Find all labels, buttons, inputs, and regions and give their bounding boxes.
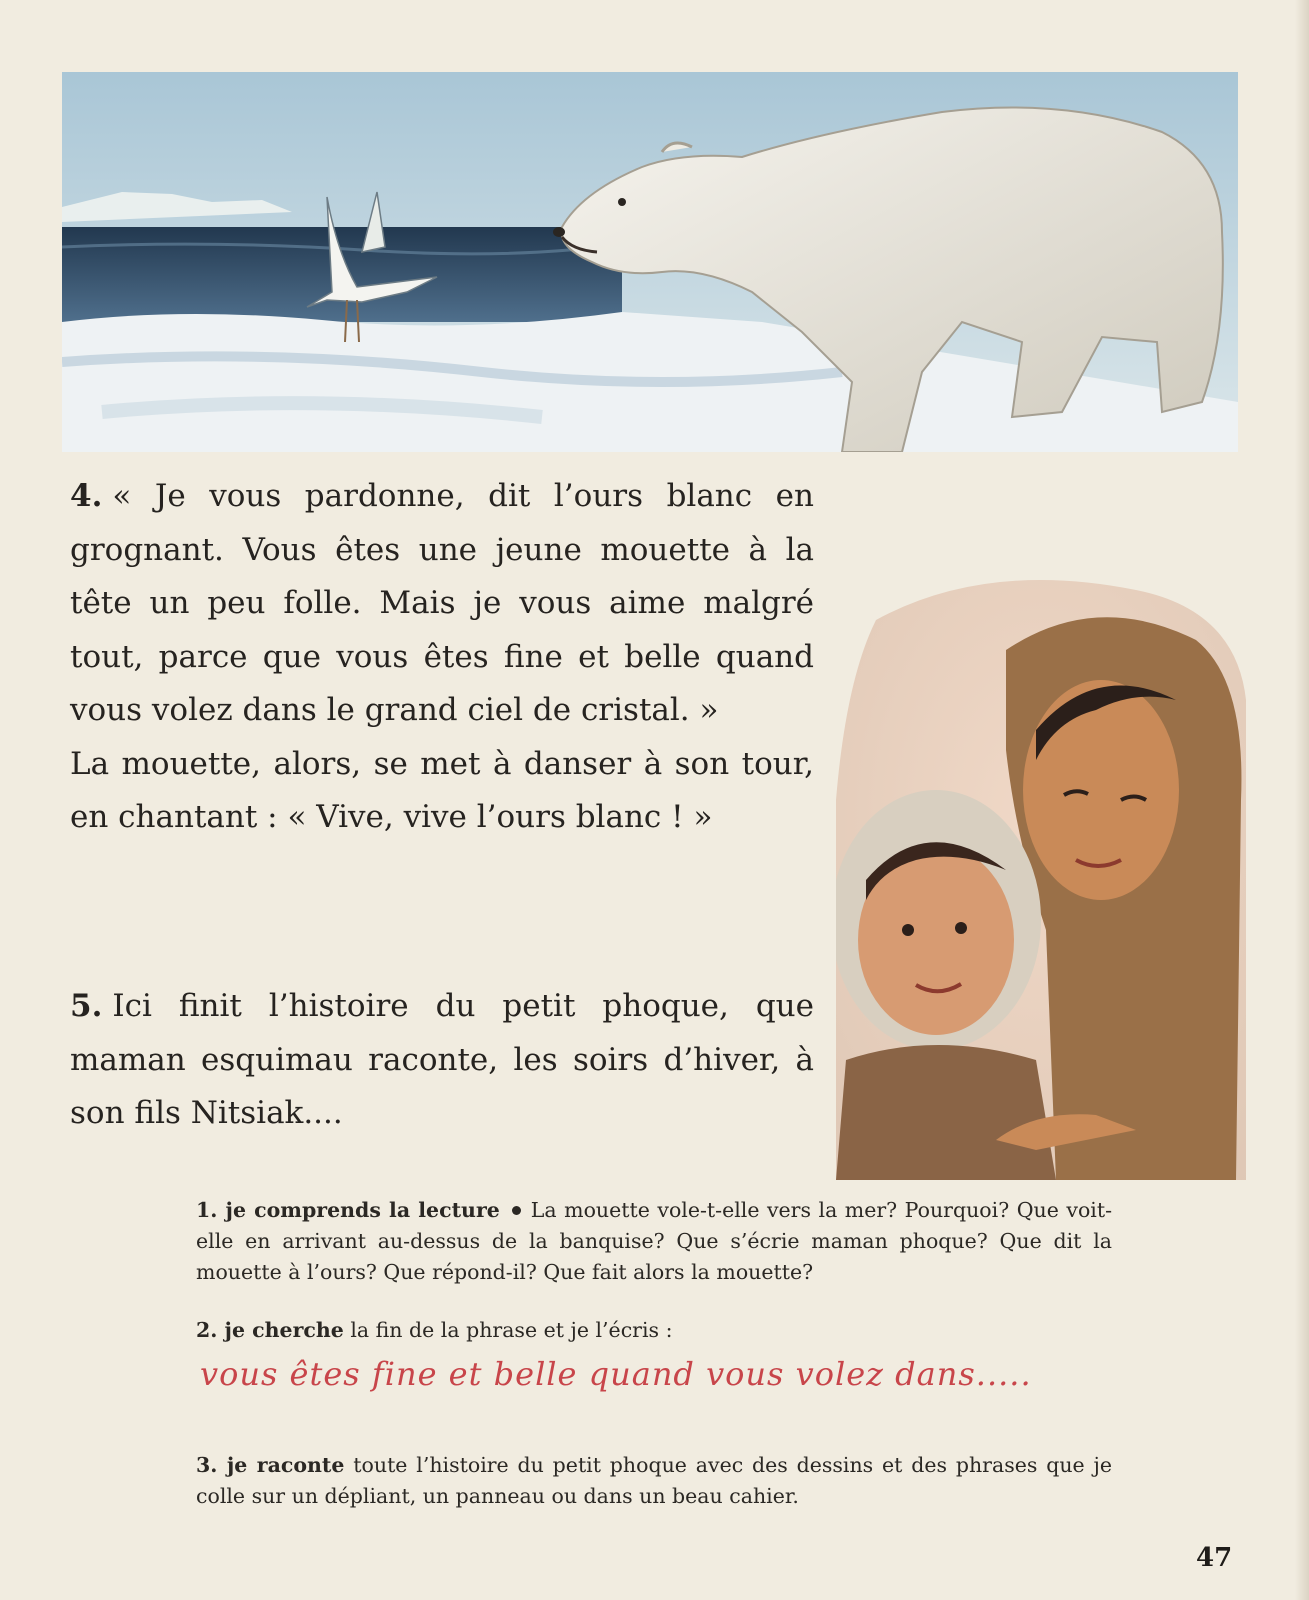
exercise-1-text: La mouette vole-t-elle vers la mer? Pourquoi? Que voit-elle en arrivant au-dessus de la banquise? Que s’écrie maman phoque? Que dit la mouette à l’ours? Que répond-il? Que fait alors la mouette? bbox=[196, 1198, 1113, 1284]
page-number: 47 bbox=[1196, 1543, 1233, 1573]
paragraph-4-text-2: La mouette, alors, se met à danser à son tour, en chantant : « Vive, vive l’ours blanc ! » bbox=[70, 745, 814, 835]
paragraph-5-text: Ici finit l’histoire du petit phoque, que maman esquimau raconte, les soirs d’hiver, à son fils Nitsiak.... bbox=[70, 988, 814, 1131]
paragraph-5 bbox=[70, 980, 814, 1141]
son-figure bbox=[836, 790, 1056, 1180]
paragraph-5-number: 5. bbox=[70, 988, 103, 1024]
polar-bear-illustration bbox=[62, 72, 1238, 452]
page-edge-shadow bbox=[1295, 0, 1309, 1600]
exercise-3-text: toute l’histoire du petit phoque avec des dessins et des phrases que je colle sur un dépliant, un panneau ou dans un beau cahier. bbox=[196, 1453, 1112, 1508]
bullet-icon bbox=[512, 1206, 521, 1215]
exercise-2 bbox=[196, 1315, 1112, 1346]
paragraph-4-number: 4. bbox=[70, 478, 103, 514]
paragraph-4-text: « Je vous pardonne, dit l’ours blanc en grognant. Vous êtes une jeune mouette à la tête un peu folle. Mais je vous aime malgré tout, parce que vous êtes fine et belle quand vous volez dans le grand ciel de cristal. » bbox=[70, 478, 814, 728]
exercise-2-text: la fin de la phrase et je l’écris : bbox=[350, 1318, 673, 1342]
paragraph-4 bbox=[70, 470, 814, 845]
mother-and-son-illustration bbox=[836, 500, 1246, 1180]
exercise-3 bbox=[196, 1450, 1112, 1512]
exercise-3-label: 3. je raconte bbox=[196, 1453, 345, 1477]
exercise-2-label: 2. je cherche bbox=[196, 1318, 344, 1342]
exercise-2-cursive-sentence: vous êtes fine et belle quand vous volez dans..... bbox=[200, 1355, 1032, 1393]
exercise-1-label: 1. je comprends la lecture bbox=[196, 1198, 500, 1222]
exercise-1 bbox=[196, 1195, 1112, 1288]
